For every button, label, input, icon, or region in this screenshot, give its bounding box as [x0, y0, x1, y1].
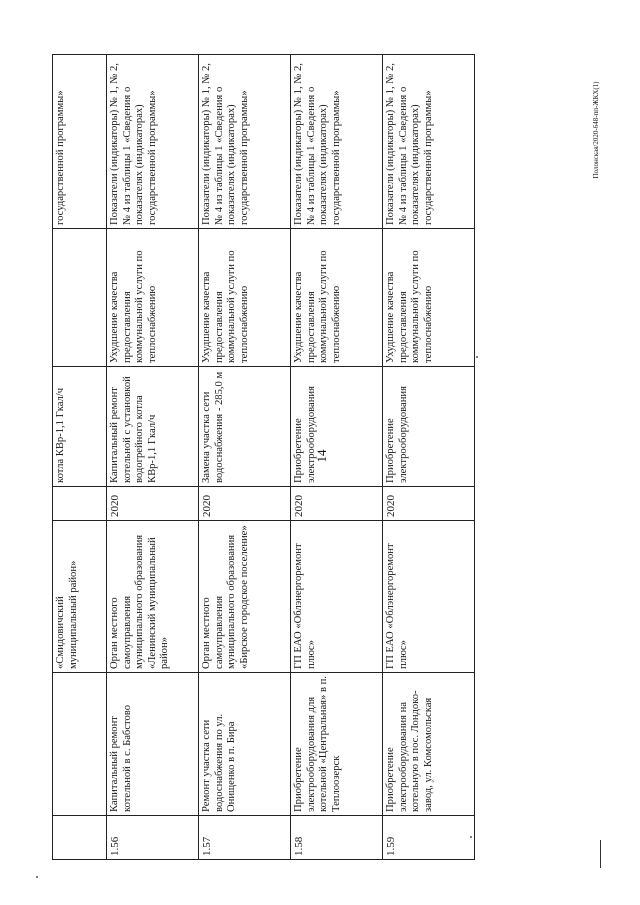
cell-number: 1.57	[199, 816, 291, 860]
measures-table-container	[52, 55, 475, 860]
table-row	[199, 55, 291, 860]
cell-consequence: Ухудшение качества предоставления коммунальной услуги по теплоснабжению	[291, 229, 383, 367]
cell-indicator: Показатели (индикаторы) № 1, № 2, № 4 из таблицы 1 «Сведения о показателях (индикаторах) государственной программы»	[291, 55, 383, 229]
cell-indicator: Показатели (индикаторы) № 1, № 2, № 4 из таблицы 1 «Сведения о показателях (индикаторах) государственной программы»	[383, 55, 475, 229]
cell-responsible: «Смидовичский муниципальный район»	[53, 521, 107, 673]
scan-speck	[476, 356, 478, 358]
cell-responsible: Орган местного самоуправления муниципального образования «Ленинский муниципальный район»	[107, 521, 199, 673]
cell-consequence	[53, 229, 107, 367]
cell-object	[53, 673, 107, 816]
cell-year	[53, 487, 107, 521]
measures-table	[52, 54, 475, 860]
cell-object: Приобретение электрооборудования на котельную в пос. Лондоко-завод, ул. Комсомольская	[383, 673, 475, 816]
cell-consequence: Ухудшение качества предоставления коммунальной услуги по теплоснабжению	[383, 229, 475, 367]
cell-number: 1.56	[107, 816, 199, 860]
page-number: 14	[314, 449, 329, 463]
cell-measure: Капитальный ремонт котельной с установкой водогрейного котла КВр-1,1 Гкал/ч	[107, 367, 199, 487]
cell-responsible: ГП ЕАО «Облэнергоремонт плюс»	[291, 521, 383, 673]
cell-object: Приобретение электрооборудования для котельной «Центральная» в п. Теплоозерск	[291, 673, 383, 816]
cell-object: Капитальный ремонт котельной в с. Бабстово	[107, 673, 199, 816]
cell-object: Ремонт участка сети водоснабжения по ул. Онищенко в п. Бира	[199, 673, 291, 816]
cell-number	[53, 816, 107, 860]
cell-measure: котла КВр-1,1 Гкал/ч	[53, 367, 107, 487]
cell-number: 1.58	[291, 816, 383, 860]
scan-speck	[36, 876, 38, 878]
margin-mark	[600, 840, 601, 868]
cell-consequence: Ухудшение качества предоставления коммунальной услуги по теплоснабжению	[107, 229, 199, 367]
cell-measure: Приобретение электрооборудования	[291, 367, 383, 487]
cell-measure: Замена участка сети водоснабжения - 285,0 м	[199, 367, 291, 487]
cell-indicator: государственной программы»	[53, 55, 107, 229]
cell-consequence: Ухудшение качества предоставления коммунальной услуги по теплоснабжению	[199, 229, 291, 367]
cell-year: 2020	[107, 487, 199, 521]
table-row	[383, 55, 475, 860]
footer-note: Полонская/2020-648-пп-ЖКХ(1)	[592, 81, 600, 179]
cell-measure: Приобретение электрооборудования	[383, 367, 475, 487]
cell-responsible: Орган местного самоуправления муниципального образования «Бирское городское поселение»	[199, 521, 291, 673]
cell-year: 2020	[383, 487, 475, 521]
cell-year: 2020	[199, 487, 291, 521]
cell-year: 2020	[291, 487, 383, 521]
cell-number: 1.59	[383, 816, 475, 860]
table-row	[291, 55, 383, 860]
cell-indicator: Показатели (индикаторы) № 1, № 2, № 4 из таблицы 1 «Сведения о показателях (индикаторах) государственной программы»	[199, 55, 291, 229]
cell-responsible: ГП ЕАО «Облэнергоремонт плюс»	[383, 521, 475, 673]
cell-indicator: Показатели (индикаторы) № 1, № 2, № 4 из таблицы 1 «Сведения о показателях (индикаторах) государственной программы»	[107, 55, 199, 229]
table-row-continuation	[53, 55, 107, 860]
table-row	[107, 55, 199, 860]
